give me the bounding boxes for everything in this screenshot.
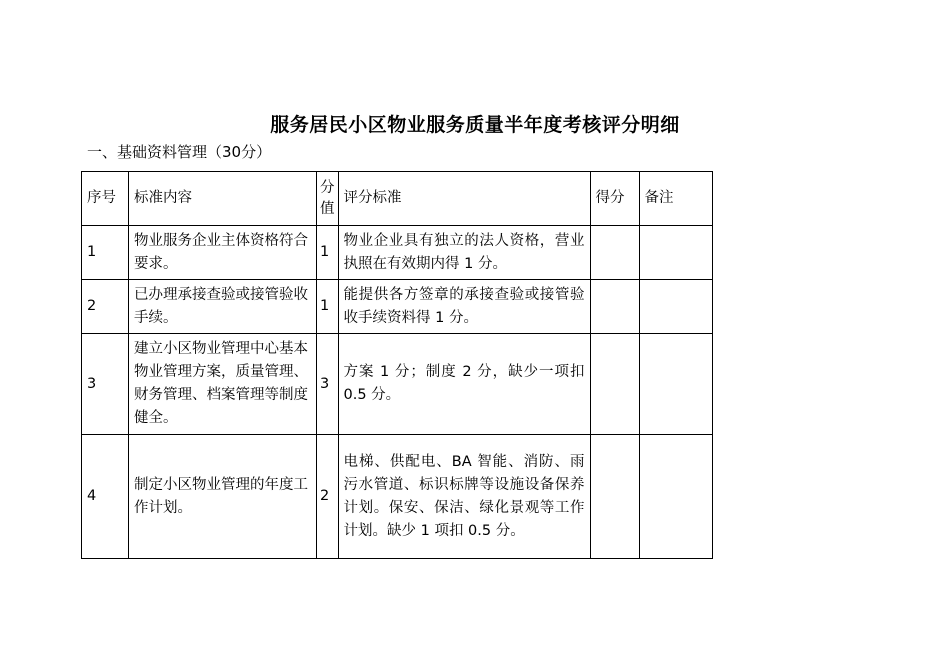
table-row xyxy=(82,226,713,280)
row-points: 3 xyxy=(317,334,339,435)
header-score: 得分 xyxy=(590,172,639,226)
row-points: 1 xyxy=(317,226,339,280)
row-serial-no: 3 xyxy=(82,334,129,435)
header-notes: 备注 xyxy=(639,172,712,226)
row-score-cell xyxy=(590,226,639,280)
section-heading: 一、基础资料管理（30分） xyxy=(87,143,272,161)
document-title: 服务居民小区物业服务质量半年度考核评分明细 xyxy=(270,114,680,136)
row-notes-cell xyxy=(639,334,712,435)
row-points: 2 xyxy=(317,435,339,559)
row-score-cell xyxy=(590,435,639,559)
row-standard-content: 已办理承接查验或接管验收手续。 xyxy=(129,280,317,334)
table-row xyxy=(82,280,713,334)
table-row xyxy=(82,435,713,559)
row-notes-cell xyxy=(639,226,712,280)
row-standard-content: 建立小区物业管理中心基本物业管理方案，质量管理、财务管理、档案管理等制度健全。 xyxy=(129,334,317,435)
header-serial-no: 序号 xyxy=(82,172,129,226)
row-score-cell xyxy=(590,280,639,334)
row-serial-no: 2 xyxy=(82,280,129,334)
header-points: 分值 xyxy=(317,172,339,226)
row-points: 1 xyxy=(317,280,339,334)
row-scoring-criteria: 物业企业具有独立的法人资格，营业执照在有效期内得 1 分。 xyxy=(338,226,590,280)
row-scoring-criteria: 方案 1 分；制度 2 分，缺少一项扣 0.5 分。 xyxy=(338,334,590,435)
row-notes-cell xyxy=(639,435,712,559)
table-row xyxy=(82,334,713,435)
table-header-row xyxy=(82,172,713,226)
header-scoring-criteria: 评分标准 xyxy=(338,172,590,226)
row-score-cell xyxy=(590,334,639,435)
header-standard-content: 标准内容 xyxy=(129,172,317,226)
row-serial-no: 1 xyxy=(82,226,129,280)
row-standard-content: 制定小区物业管理的年度工作计划。 xyxy=(129,435,317,559)
scoring-table xyxy=(81,171,713,559)
row-scoring-criteria: 能提供各方签章的承接查验或接管验收手续资料得 1 分。 xyxy=(338,280,590,334)
row-serial-no: 4 xyxy=(82,435,129,559)
row-scoring-criteria: 电梯、供配电、BA 智能、消防、雨污水管道、标识标牌等设施设备保养计划。保安、保洁、绿化景观等工作计划。缺少 1 项扣 0.5 分。 xyxy=(338,435,590,559)
row-notes-cell xyxy=(639,280,712,334)
row-standard-content: 物业服务企业主体资格符合要求。 xyxy=(129,226,317,280)
